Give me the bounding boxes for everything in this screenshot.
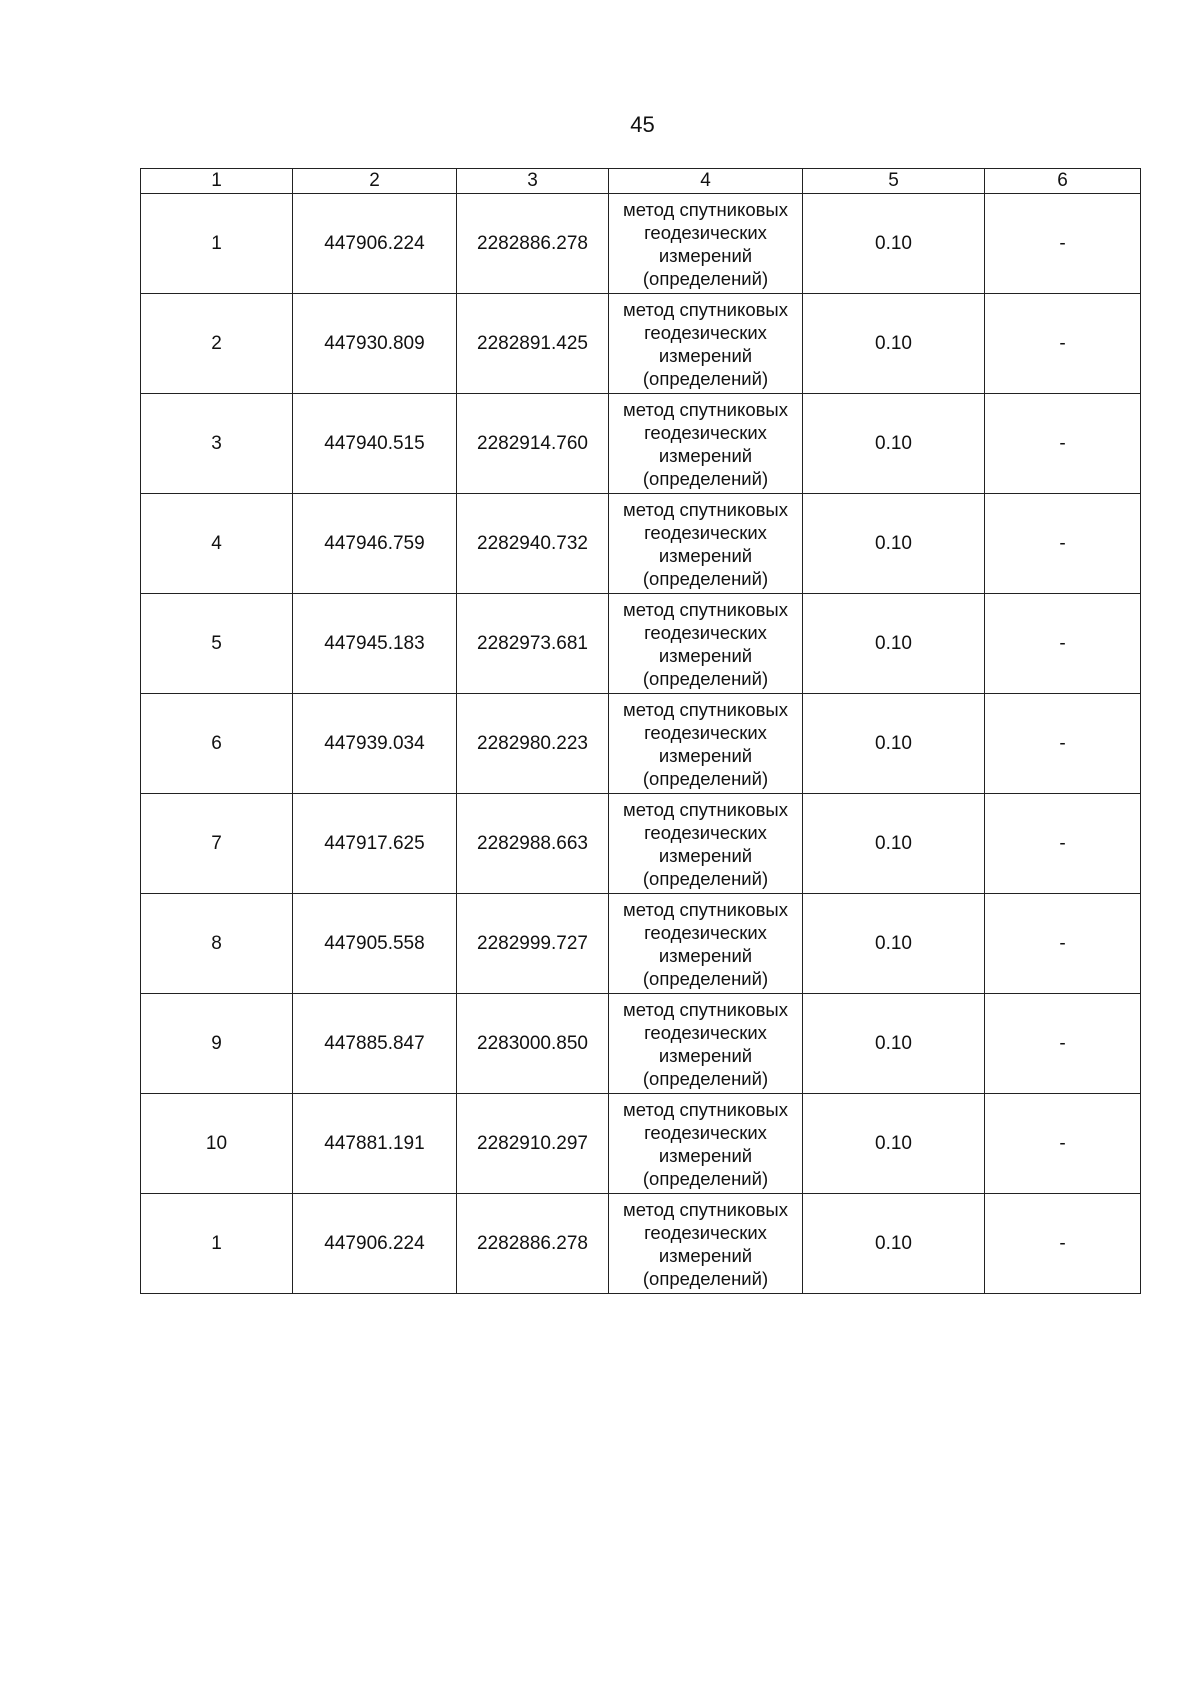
point-number-cell: 10 bbox=[141, 1094, 293, 1194]
note-cell: - bbox=[985, 894, 1141, 994]
method-line: геодезических bbox=[644, 521, 767, 543]
y-coordinate-cell: 2282988.663 bbox=[457, 794, 609, 894]
table-row bbox=[141, 394, 1141, 494]
method-cell bbox=[609, 394, 803, 494]
point-number-cell: 3 bbox=[141, 394, 293, 494]
table-row bbox=[141, 694, 1141, 794]
method-cell bbox=[609, 894, 803, 994]
accuracy-cell: 0.10 bbox=[803, 1194, 985, 1294]
point-number-cell: 9 bbox=[141, 994, 293, 1094]
accuracy-cell: 0.10 bbox=[803, 994, 985, 1094]
x-coordinate-cell: 447940.515 bbox=[293, 394, 457, 494]
y-coordinate-cell: 2282999.727 bbox=[457, 894, 609, 994]
method-cell bbox=[609, 994, 803, 1094]
method-line: (определений) bbox=[642, 267, 769, 289]
note-cell: - bbox=[985, 294, 1141, 394]
note-cell: - bbox=[985, 394, 1141, 494]
table-row bbox=[141, 594, 1141, 694]
note-cell: - bbox=[985, 1194, 1141, 1294]
accuracy-cell: 0.10 bbox=[803, 494, 985, 594]
table-row bbox=[141, 894, 1141, 994]
point-number-cell: 8 bbox=[141, 894, 293, 994]
method-line: метод спутниковых bbox=[623, 898, 788, 920]
column-header-6: 6 bbox=[985, 169, 1141, 194]
method-line: измерений bbox=[658, 444, 753, 466]
x-coordinate-cell: 447945.183 bbox=[293, 594, 457, 694]
note-cell: - bbox=[985, 194, 1141, 294]
method-line: метод спутниковых bbox=[623, 998, 788, 1020]
method-line: метод спутниковых bbox=[623, 798, 788, 820]
method-cell bbox=[609, 1094, 803, 1194]
method-line: измерений bbox=[658, 1044, 753, 1066]
method-line: (определений) bbox=[642, 1167, 769, 1189]
y-coordinate-cell: 2282886.278 bbox=[457, 1194, 609, 1294]
accuracy-cell: 0.10 bbox=[803, 594, 985, 694]
column-header-3: 3 bbox=[457, 169, 609, 194]
point-number-cell: 6 bbox=[141, 694, 293, 794]
x-coordinate-cell: 447885.847 bbox=[293, 994, 457, 1094]
method-line: метод спутниковых bbox=[623, 498, 788, 520]
method-line: измерений bbox=[658, 644, 753, 666]
method-line: измерений bbox=[658, 1244, 753, 1266]
x-coordinate-cell: 447917.625 bbox=[293, 794, 457, 894]
note-cell: - bbox=[985, 594, 1141, 694]
accuracy-cell: 0.10 bbox=[803, 194, 985, 294]
method-line: метод спутниковых bbox=[623, 1198, 788, 1220]
method-line: (определений) bbox=[642, 867, 769, 889]
x-coordinate-cell: 447946.759 bbox=[293, 494, 457, 594]
x-coordinate-cell: 447906.224 bbox=[293, 194, 457, 294]
point-number-cell: 7 bbox=[141, 794, 293, 894]
accuracy-cell: 0.10 bbox=[803, 1094, 985, 1194]
column-header-5: 5 bbox=[803, 169, 985, 194]
method-line: метод спутниковых bbox=[623, 298, 788, 320]
point-number-cell: 2 bbox=[141, 294, 293, 394]
header-row bbox=[141, 169, 1141, 194]
method-line: измерений bbox=[658, 544, 753, 566]
method-cell bbox=[609, 194, 803, 294]
y-coordinate-cell: 2282973.681 bbox=[457, 594, 609, 694]
point-number-cell: 5 bbox=[141, 594, 293, 694]
method-line: измерений bbox=[658, 1144, 753, 1166]
table-row bbox=[141, 794, 1141, 894]
method-line: (определений) bbox=[642, 367, 769, 389]
method-cell bbox=[609, 1194, 803, 1294]
method-cell bbox=[609, 794, 803, 894]
method-line: метод спутниковых bbox=[623, 598, 788, 620]
note-cell: - bbox=[985, 1094, 1141, 1194]
method-line: измерений bbox=[658, 344, 753, 366]
point-number-cell: 1 bbox=[141, 1194, 293, 1294]
table-row bbox=[141, 1194, 1141, 1294]
method-cell bbox=[609, 694, 803, 794]
method-cell bbox=[609, 294, 803, 394]
table-row bbox=[141, 194, 1141, 294]
method-line: метод спутниковых bbox=[623, 198, 788, 220]
coordinates-table bbox=[140, 168, 1141, 1294]
x-coordinate-cell: 447906.224 bbox=[293, 1194, 457, 1294]
table-row bbox=[141, 1094, 1141, 1194]
accuracy-cell: 0.10 bbox=[803, 894, 985, 994]
table-row bbox=[141, 294, 1141, 394]
accuracy-cell: 0.10 bbox=[803, 794, 985, 894]
method-line: геодезических bbox=[644, 921, 767, 943]
method-line: (определений) bbox=[642, 767, 769, 789]
x-coordinate-cell: 447939.034 bbox=[293, 694, 457, 794]
column-header-2: 2 bbox=[293, 169, 457, 194]
y-coordinate-cell: 2282886.278 bbox=[457, 194, 609, 294]
method-line: геодезических bbox=[644, 1221, 767, 1243]
y-coordinate-cell: 2282980.223 bbox=[457, 694, 609, 794]
x-coordinate-cell: 447881.191 bbox=[293, 1094, 457, 1194]
method-line: (определений) bbox=[642, 667, 769, 689]
column-header-1: 1 bbox=[141, 169, 293, 194]
accuracy-cell: 0.10 bbox=[803, 294, 985, 394]
method-line: геодезических bbox=[644, 721, 767, 743]
method-line: метод спутниковых bbox=[623, 698, 788, 720]
method-line: измерений bbox=[658, 844, 753, 866]
method-line: измерений bbox=[658, 244, 753, 266]
note-cell: - bbox=[985, 494, 1141, 594]
y-coordinate-cell: 2283000.850 bbox=[457, 994, 609, 1094]
note-cell: - bbox=[985, 794, 1141, 894]
table-header bbox=[141, 169, 1141, 194]
method-line: (определений) bbox=[642, 1267, 769, 1289]
table-row bbox=[141, 994, 1141, 1094]
method-line: метод спутниковых bbox=[623, 398, 788, 420]
y-coordinate-cell: 2282914.760 bbox=[457, 394, 609, 494]
method-line: измерений bbox=[658, 944, 753, 966]
page-number: 45 bbox=[630, 112, 655, 137]
accuracy-cell: 0.10 bbox=[803, 694, 985, 794]
method-line: (определений) bbox=[642, 1067, 769, 1089]
method-line: измерений bbox=[658, 744, 753, 766]
y-coordinate-cell: 2282891.425 bbox=[457, 294, 609, 394]
method-line: геодезических bbox=[644, 221, 767, 243]
point-number-cell: 1 bbox=[141, 194, 293, 294]
method-line: геодезических bbox=[644, 621, 767, 643]
note-cell: - bbox=[985, 694, 1141, 794]
table-body bbox=[141, 194, 1141, 1294]
column-header-4: 4 bbox=[609, 169, 803, 194]
method-line: метод спутниковых bbox=[623, 1098, 788, 1120]
y-coordinate-cell: 2282910.297 bbox=[457, 1094, 609, 1194]
method-line: (определений) bbox=[642, 967, 769, 989]
y-coordinate-cell: 2282940.732 bbox=[457, 494, 609, 594]
method-line: геодезических bbox=[644, 821, 767, 843]
method-line: геодезических bbox=[644, 1121, 767, 1143]
method-line: геодезических bbox=[644, 321, 767, 343]
table-row bbox=[141, 494, 1141, 594]
accuracy-cell: 0.10 bbox=[803, 394, 985, 494]
method-line: геодезических bbox=[644, 1021, 767, 1043]
x-coordinate-cell: 447930.809 bbox=[293, 294, 457, 394]
method-line: геодезических bbox=[644, 421, 767, 443]
point-number-cell: 4 bbox=[141, 494, 293, 594]
method-cell bbox=[609, 494, 803, 594]
method-line: (определений) bbox=[642, 467, 769, 489]
method-cell bbox=[609, 594, 803, 694]
note-cell: - bbox=[985, 994, 1141, 1094]
method-line: (определений) bbox=[642, 567, 769, 589]
x-coordinate-cell: 447905.558 bbox=[293, 894, 457, 994]
